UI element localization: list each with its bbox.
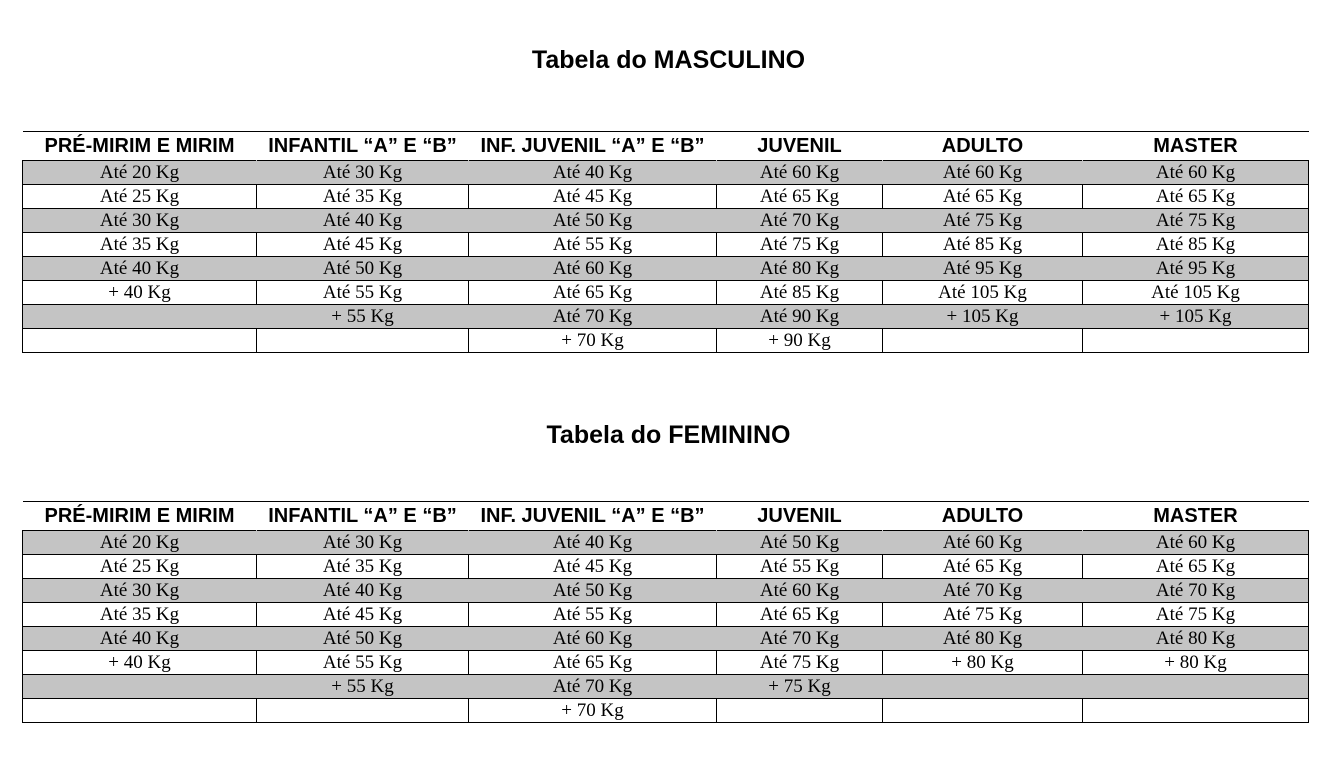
weight-cell: Até 60 Kg <box>1083 531 1309 555</box>
table-header-row <box>23 132 1309 161</box>
header-inf-juvenil: INF. JUVENIL “A” E “B” <box>469 132 717 161</box>
weight-cell: Até 40 Kg <box>23 627 257 651</box>
header-infantil: INFANTIL “A” E “B” <box>257 502 469 531</box>
table-row <box>23 675 1309 699</box>
weight-cell: Até 55 Kg <box>469 233 717 257</box>
weight-cell: Até 65 Kg <box>1083 185 1309 209</box>
weight-cell: Até 85 Kg <box>1083 233 1309 257</box>
weight-cell: Até 50 Kg <box>469 579 717 603</box>
weight-cell: Até 75 Kg <box>883 209 1083 233</box>
feminino-title: Tabela do FEMININO <box>546 421 791 449</box>
weight-cell: Até 60 Kg <box>469 627 717 651</box>
weight-cell: Até 80 Kg <box>883 627 1083 651</box>
weight-cell: Até 65 Kg <box>469 281 717 305</box>
weight-cell: + 105 Kg <box>883 305 1083 329</box>
header-adulto: ADULTO <box>883 502 1083 531</box>
weight-cell: Até 80 Kg <box>717 257 883 281</box>
table-row <box>23 233 1309 257</box>
weight-cell: Até 45 Kg <box>469 555 717 579</box>
weight-cell: Até 35 Kg <box>257 555 469 579</box>
weight-cell: Até 65 Kg <box>1083 555 1309 579</box>
weight-cell: + 40 Kg <box>23 651 257 675</box>
table-row <box>23 257 1309 281</box>
weight-cell: Até 60 Kg <box>1083 161 1309 185</box>
weight-cell: Até 40 Kg <box>257 579 469 603</box>
weight-cell: Até 35 Kg <box>257 185 469 209</box>
weight-cell <box>1083 675 1309 699</box>
weight-cell: Até 95 Kg <box>1083 257 1309 281</box>
weight-cell: Até 55 Kg <box>469 603 717 627</box>
weight-cell: Até 55 Kg <box>257 651 469 675</box>
weight-cell: + 80 Kg <box>883 651 1083 675</box>
weight-cell: Até 70 Kg <box>717 209 883 233</box>
table-row <box>23 579 1309 603</box>
weight-cell: Até 85 Kg <box>883 233 1083 257</box>
table-row <box>23 305 1309 329</box>
weight-cell: Até 40 Kg <box>469 531 717 555</box>
weight-cell: Até 55 Kg <box>257 281 469 305</box>
weight-cell: Até 90 Kg <box>717 305 883 329</box>
weight-cell: Até 65 Kg <box>717 185 883 209</box>
weight-cell: Até 75 Kg <box>717 651 883 675</box>
weight-cell: Até 20 Kg <box>23 531 257 555</box>
weight-cell: Até 60 Kg <box>469 257 717 281</box>
weight-cell: + 90 Kg <box>717 329 883 353</box>
weight-cell: Até 50 Kg <box>257 627 469 651</box>
weight-cell: Até 85 Kg <box>717 281 883 305</box>
header-pre-mirim: PRÉ-MIRIM E MIRIM <box>23 132 257 161</box>
masculino-table <box>22 131 1309 353</box>
weight-cell: + 55 Kg <box>257 305 469 329</box>
weight-cell: Até 45 Kg <box>257 603 469 627</box>
header-inf-juvenil: INF. JUVENIL “A” E “B” <box>469 502 717 531</box>
weight-cell <box>717 699 883 723</box>
weight-cell: Até 45 Kg <box>257 233 469 257</box>
table-row <box>23 209 1309 233</box>
weight-cell: Até 65 Kg <box>883 555 1083 579</box>
weight-cell: + 55 Kg <box>257 675 469 699</box>
weight-cell: Até 105 Kg <box>883 281 1083 305</box>
weight-cell <box>257 329 469 353</box>
header-juvenil: JUVENIL <box>717 132 883 161</box>
weight-cell: Até 60 Kg <box>883 161 1083 185</box>
weight-cell: Até 75 Kg <box>883 603 1083 627</box>
weight-cell: Até 25 Kg <box>23 555 257 579</box>
table-row <box>23 699 1309 723</box>
weight-cell: Até 40 Kg <box>257 209 469 233</box>
table-row <box>23 555 1309 579</box>
weight-cell: Até 70 Kg <box>1083 579 1309 603</box>
weight-cell: Até 70 Kg <box>717 627 883 651</box>
weight-cell: Até 35 Kg <box>23 233 257 257</box>
header-master: MASTER <box>1083 132 1309 161</box>
weight-cell: Até 75 Kg <box>1083 603 1309 627</box>
table-row <box>23 161 1309 185</box>
weight-cell: Até 30 Kg <box>23 579 257 603</box>
table-row <box>23 329 1309 353</box>
table-row <box>23 651 1309 675</box>
weight-cell <box>883 675 1083 699</box>
weight-cell <box>883 329 1083 353</box>
weight-cell: Até 50 Kg <box>717 531 883 555</box>
weight-cell: Até 55 Kg <box>717 555 883 579</box>
header-infantil: INFANTIL “A” E “B” <box>257 132 469 161</box>
table-row <box>23 185 1309 209</box>
weight-cell <box>257 699 469 723</box>
table-row <box>23 281 1309 305</box>
weight-cell <box>23 305 257 329</box>
weight-cell: Até 65 Kg <box>883 185 1083 209</box>
weight-cell: Até 60 Kg <box>717 579 883 603</box>
weight-cell: Até 75 Kg <box>717 233 883 257</box>
weight-cell: + 70 Kg <box>469 329 717 353</box>
weight-cell <box>1083 329 1309 353</box>
weight-cell: Até 70 Kg <box>469 675 717 699</box>
weight-cell <box>23 699 257 723</box>
weight-cell: Até 65 Kg <box>717 603 883 627</box>
weight-cell: Até 105 Kg <box>1083 281 1309 305</box>
header-master: MASTER <box>1083 502 1309 531</box>
weight-cell: Até 95 Kg <box>883 257 1083 281</box>
weight-cell: + 80 Kg <box>1083 651 1309 675</box>
weight-cell: + 75 Kg <box>717 675 883 699</box>
masculino-title: Tabela do MASCULINO <box>531 46 806 74</box>
weight-cell: + 70 Kg <box>469 699 717 723</box>
weight-cell: Até 60 Kg <box>717 161 883 185</box>
table-row <box>23 531 1309 555</box>
feminino-table <box>22 501 1309 723</box>
table-header-row <box>23 502 1309 531</box>
weight-cell <box>1083 699 1309 723</box>
weight-cell: Até 60 Kg <box>883 531 1083 555</box>
weight-cell: Até 80 Kg <box>1083 627 1309 651</box>
weight-cell <box>23 329 257 353</box>
weight-cell: Até 30 Kg <box>23 209 257 233</box>
weight-cell: Até 35 Kg <box>23 603 257 627</box>
header-adulto: ADULTO <box>883 132 1083 161</box>
weight-cell: + 40 Kg <box>23 281 257 305</box>
weight-cell: Até 20 Kg <box>23 161 257 185</box>
weight-cell <box>883 699 1083 723</box>
weight-cell: Até 75 Kg <box>1083 209 1309 233</box>
table-row <box>23 603 1309 627</box>
weight-cell <box>23 675 257 699</box>
table-row <box>23 627 1309 651</box>
weight-cell: Até 30 Kg <box>257 161 469 185</box>
header-pre-mirim: PRÉ-MIRIM E MIRIM <box>23 502 257 531</box>
weight-cell: Até 50 Kg <box>257 257 469 281</box>
weight-cell: Até 50 Kg <box>469 209 717 233</box>
weight-cell: Até 70 Kg <box>469 305 717 329</box>
weight-cell: Até 70 Kg <box>883 579 1083 603</box>
header-juvenil: JUVENIL <box>717 502 883 531</box>
weight-cell: Até 40 Kg <box>23 257 257 281</box>
weight-cell: Até 30 Kg <box>257 531 469 555</box>
weight-cell: Até 40 Kg <box>469 161 717 185</box>
weight-cell: Até 65 Kg <box>469 651 717 675</box>
weight-cell: Até 25 Kg <box>23 185 257 209</box>
weight-cell: Até 45 Kg <box>469 185 717 209</box>
weight-cell: + 105 Kg <box>1083 305 1309 329</box>
